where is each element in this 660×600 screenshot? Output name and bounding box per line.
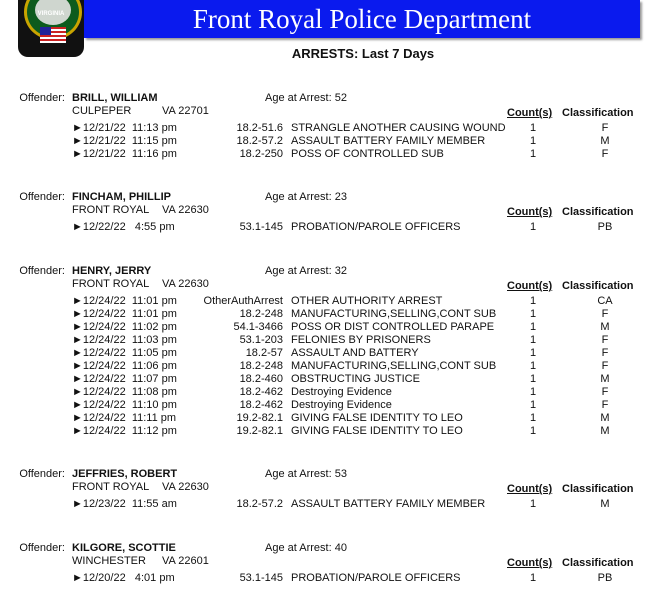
- charge-classification: F: [601, 347, 609, 359]
- bullet-icon: ►: [72, 135, 83, 147]
- charge-classification: M: [600, 321, 610, 333]
- age-label: Age at Arrest:: [265, 542, 335, 554]
- offender-name: HENRY, JERRY: [72, 265, 152, 277]
- charge-classification: M: [600, 412, 610, 424]
- charge-count: 1: [530, 122, 537, 134]
- datetime-value: 12/21/22 11:13 pm: [82, 122, 177, 134]
- charge-count: 1: [530, 399, 537, 411]
- charge-count: 1: [530, 295, 537, 307]
- charge-description: FELONIES BY PRISONERS: [291, 334, 431, 346]
- charge-description: MANUFACTURING,SELLING,CONT SUB: [291, 360, 497, 372]
- bullet-icon: ►: [72, 122, 83, 134]
- charge-count: 1: [530, 412, 537, 424]
- charge-code: 18.2-248: [239, 308, 283, 320]
- age-value: 40: [334, 542, 347, 554]
- bullet-icon: ►: [72, 334, 83, 346]
- age-label: Age at Arrest:: [265, 265, 335, 277]
- charge-code: 18.2-57.2: [236, 498, 283, 510]
- charge-count: 1: [530, 148, 537, 160]
- bullet-icon: ►: [72, 221, 83, 233]
- charge-classification: CA: [597, 295, 613, 307]
- charge-count: 1: [530, 334, 537, 346]
- datetime-value: 12/24/22 11:01 pm: [82, 308, 177, 320]
- offender-label: Offender:: [19, 92, 65, 104]
- charge-code: 18.2-462: [239, 386, 283, 398]
- charge-code: 19.2-82.1: [236, 425, 283, 437]
- datetime-value: 12/24/22 11:01 pm: [82, 295, 177, 307]
- charge-count: 1: [530, 221, 537, 233]
- offender-label: Offender:: [19, 468, 65, 480]
- charge-code: 53.1-145: [239, 221, 283, 233]
- charge-count: 1: [530, 308, 537, 320]
- age-at-arrest: [265, 191, 347, 203]
- charge-classification: F: [601, 308, 609, 320]
- bullet-icon: ►: [72, 295, 83, 307]
- charge-description: STRANGLE ANOTHER CAUSING WOUND: [291, 122, 506, 134]
- datetime-value: 12/24/22 11:03 pm: [82, 334, 177, 346]
- charge-description: POSS OR DIST CONTROLLED PARAPE: [291, 321, 495, 333]
- charge-code: 18.2-250: [239, 148, 283, 160]
- bullet-icon: ►: [72, 412, 83, 424]
- age-at-arrest: [265, 468, 347, 480]
- charge-description: GIVING FALSE IDENTITY TO LEO: [291, 412, 463, 424]
- charge-datetime: [72, 334, 177, 346]
- bullet-icon: ►: [72, 308, 83, 320]
- bullet-icon: ►: [72, 360, 83, 372]
- age-label: Age at Arrest:: [265, 468, 335, 480]
- counts-header: Count(s): [507, 206, 553, 218]
- bullet-icon: ►: [72, 399, 83, 411]
- counts-header: Count(s): [507, 483, 553, 495]
- charge-datetime: [72, 425, 177, 437]
- age-value: 53: [334, 468, 347, 480]
- offender-name: BRILL, WILLIAM: [72, 92, 158, 104]
- bullet-icon: ►: [72, 386, 83, 398]
- offender-city: FRONT ROYAL: [72, 204, 150, 216]
- counts-header: Count(s): [507, 557, 553, 569]
- age-at-arrest: [265, 265, 347, 277]
- charge-code: 18.2-462: [239, 399, 283, 411]
- charge-classification: M: [600, 373, 610, 385]
- offender-state-zip: VA 22630: [162, 204, 209, 216]
- offender-state-zip: VA 22601: [162, 555, 209, 567]
- charge-datetime: [72, 135, 177, 147]
- charge-description: ASSAULT AND BATTERY: [291, 347, 419, 359]
- datetime-value: 12/24/22 11:10 pm: [82, 399, 177, 411]
- charge-classification: PB: [597, 572, 613, 584]
- charge-classification: M: [600, 425, 610, 437]
- bullet-icon: ►: [72, 572, 83, 584]
- charge-datetime: [72, 122, 177, 134]
- age-label: Age at Arrest:: [265, 191, 335, 203]
- classification-header: Classification: [562, 107, 634, 119]
- offender-city: WINCHESTER: [72, 555, 146, 567]
- datetime-value: 12/21/22 11:15 pm: [82, 135, 177, 147]
- charge-code: 18.2-248: [239, 360, 283, 372]
- classification-header: Classification: [562, 483, 634, 495]
- charge-datetime: [72, 572, 175, 584]
- age-value: 52: [334, 92, 347, 104]
- charge-datetime: [72, 221, 175, 233]
- charge-classification: M: [600, 135, 610, 147]
- charge-count: 1: [530, 498, 537, 510]
- datetime-value: 12/22/22 4:55 pm: [82, 221, 175, 233]
- classification-header: Classification: [562, 206, 634, 218]
- charge-classification: F: [601, 122, 609, 134]
- datetime-value: 12/20/22 4:01 pm: [82, 572, 175, 584]
- charge-count: 1: [530, 425, 537, 437]
- charge-datetime: [72, 412, 176, 424]
- offender-state-zip: VA 22701: [162, 105, 209, 117]
- datetime-value: 12/24/22 11:08 pm: [82, 386, 177, 398]
- offender-city: CULPEPER: [72, 105, 132, 117]
- charge-datetime: [72, 373, 177, 385]
- charge-classification: F: [601, 334, 609, 346]
- offender-name: JEFFRIES, ROBERT: [72, 468, 178, 480]
- logo-text: VIRGINIA: [37, 11, 65, 17]
- charge-count: 1: [530, 135, 537, 147]
- classification-header: Classification: [562, 280, 634, 292]
- charge-description: GIVING FALSE IDENTITY TO LEO: [291, 425, 463, 437]
- bullet-icon: ►: [72, 321, 83, 333]
- charge-datetime: [72, 386, 177, 398]
- charge-code: 18.2-460: [239, 373, 283, 385]
- age-value: 32: [334, 265, 347, 277]
- age-label: Age at Arrest:: [265, 92, 335, 104]
- charge-code: 53.1-145: [239, 572, 283, 584]
- offender-name: KILGORE, SCOTTIE: [72, 542, 176, 554]
- charge-description: Destroying Evidence: [291, 386, 392, 398]
- bullet-icon: ►: [72, 425, 83, 437]
- charge-datetime: [72, 321, 177, 333]
- datetime-value: 12/24/22 11:07 pm: [82, 373, 177, 385]
- charge-code: 18.2-51.6: [236, 122, 283, 134]
- offender-city: FRONT ROYAL: [72, 481, 150, 493]
- charge-description: OBSTRUCTING JUSTICE: [291, 373, 420, 385]
- charge-classification: F: [601, 399, 609, 411]
- offender-state-zip: VA 22630: [162, 278, 209, 290]
- charge-code: 54.1-3466: [233, 321, 283, 333]
- age-at-arrest: [265, 542, 347, 554]
- counts-header: Count(s): [507, 280, 553, 292]
- charge-code: 19.2-82.1: [236, 412, 283, 424]
- bullet-icon: ►: [72, 373, 83, 385]
- charge-code: 18.2-57: [245, 347, 283, 359]
- offender-label: Offender:: [19, 191, 65, 203]
- header-banner: [84, 0, 640, 38]
- charge-description: OTHER AUTHORITY ARREST: [291, 295, 443, 307]
- classification-header: Classification: [562, 557, 634, 569]
- charge-datetime: [72, 498, 177, 510]
- charge-code: OtherAuthArrest: [203, 295, 283, 307]
- charge-code: 53.1-203: [239, 334, 283, 346]
- bullet-icon: ►: [72, 148, 83, 160]
- offender-state-zip: VA 22630: [162, 481, 209, 493]
- charge-count: 1: [530, 360, 537, 372]
- charge-count: 1: [530, 321, 537, 333]
- charge-datetime: [72, 399, 177, 411]
- charge-count: 1: [530, 347, 537, 359]
- charge-classification: F: [601, 360, 609, 372]
- offender-label: Offender:: [19, 542, 65, 554]
- charge-description: PROBATION/PAROLE OFFICERS: [291, 572, 461, 584]
- age-at-arrest: [265, 92, 347, 104]
- offender-city: FRONT ROYAL: [72, 278, 150, 290]
- charge-classification: M: [600, 498, 610, 510]
- datetime-value: 12/21/22 11:16 pm: [82, 148, 177, 160]
- bullet-icon: ►: [72, 347, 83, 359]
- charge-code: 18.2-57.2: [236, 135, 283, 147]
- charge-classification: PB: [597, 221, 613, 233]
- age-value: 23: [334, 191, 347, 203]
- bullet-icon: ►: [72, 498, 83, 510]
- datetime-value: 12/23/22 11:55 am: [82, 498, 177, 510]
- charge-datetime: [72, 360, 177, 372]
- charge-description: MANUFACTURING,SELLING,CONT SUB: [291, 308, 497, 320]
- charge-datetime: [72, 347, 177, 359]
- charge-classification: F: [601, 148, 609, 160]
- charge-description: PROBATION/PAROLE OFFICERS: [291, 221, 461, 233]
- offender-label: Offender:: [19, 265, 65, 277]
- datetime-value: 12/24/22 11:11 pm: [82, 412, 177, 424]
- datetime-value: 12/24/22 11:12 pm: [82, 425, 177, 437]
- charge-datetime: [72, 295, 177, 307]
- datetime-value: 12/24/22 11:02 pm: [82, 321, 177, 333]
- charge-description: POSS OF CONTROLLED SUB: [291, 148, 444, 160]
- offender-name: FINCHAM, PHILLIP: [72, 191, 171, 203]
- page-title: Front Royal Police Department: [192, 4, 532, 34]
- charge-classification: F: [601, 386, 609, 398]
- charge-count: 1: [530, 386, 537, 398]
- charge-count: 1: [530, 373, 537, 385]
- charge-datetime: [72, 148, 177, 160]
- flag-icon: [40, 27, 66, 43]
- charge-count: 1: [530, 572, 537, 584]
- charge-datetime: [72, 308, 177, 320]
- charge-description: Destroying Evidence: [291, 399, 392, 411]
- datetime-value: 12/24/22 11:05 pm: [82, 347, 177, 359]
- datetime-value: 12/24/22 11:06 pm: [82, 360, 177, 372]
- charge-description: ASSAULT BATTERY FAMILY MEMBER: [291, 135, 486, 147]
- counts-header: Count(s): [507, 107, 553, 119]
- report-subtitle: ARRESTS: Last 7 Days: [291, 46, 435, 61]
- charge-description: ASSAULT BATTERY FAMILY MEMBER: [291, 498, 486, 510]
